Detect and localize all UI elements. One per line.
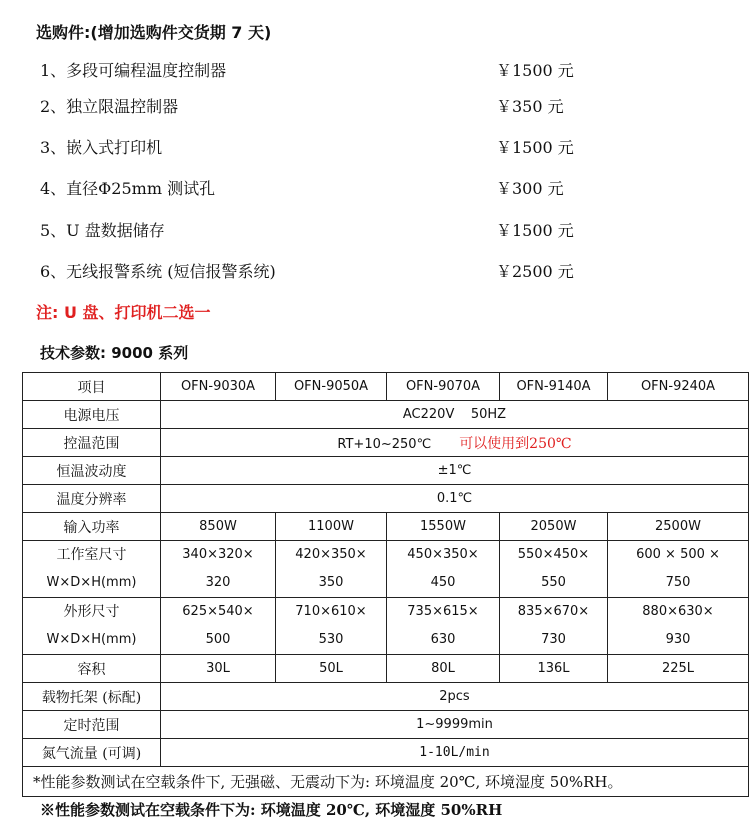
option-item [36, 218, 596, 244]
table-row [23, 485, 749, 513]
row-label-line: 外形尺寸 [63, 604, 120, 620]
table-row [23, 401, 749, 429]
option-price: ￥1500 元 [496, 138, 574, 157]
cell-value: 136L [500, 655, 608, 683]
row-label [23, 598, 161, 655]
row-value: 1-10L/min [161, 739, 749, 767]
cell-value: 2050W [500, 513, 608, 541]
model-header: OFN-9140A [500, 373, 608, 401]
row-value [161, 429, 749, 457]
row-label: 恒温波动度 [23, 457, 161, 485]
options-note: 注: U 盘、打印机二选一 [36, 303, 211, 322]
cell-value: 710×610× 530 [276, 598, 387, 655]
option-item [36, 259, 596, 285]
model-header: OFN-9240A [608, 373, 749, 401]
cell-value: 80L [387, 655, 500, 683]
table-row [23, 711, 749, 739]
cell-value: 30L [161, 655, 276, 683]
temp-range-note: 可以使用到250℃ [459, 435, 572, 452]
options-heading: 选购件:(增加选购件交货期 7 天) [36, 23, 272, 42]
cell-value: 50L [276, 655, 387, 683]
model-header: OFN-9030A [161, 373, 276, 401]
row-label: 定时范围 [23, 711, 161, 739]
row-label: 输入功率 [23, 513, 161, 541]
table-header-row [23, 373, 749, 401]
cell-value: 225L [608, 655, 749, 683]
option-price: ￥2500 元 [496, 262, 574, 281]
row-label: 电源电压 [23, 401, 161, 429]
row-value: 1~9999min [161, 711, 749, 739]
cell-value: 625×540× 500 [161, 598, 276, 655]
row-label-line: W×D×H(mm) [46, 632, 137, 647]
option-item [36, 94, 596, 120]
table-row [23, 429, 749, 457]
cell-value: 450×350× 450 [387, 541, 500, 598]
row-label-line: 工作室尺寸 [56, 547, 127, 563]
cell-value: 600 × 500 × 750 [608, 541, 749, 598]
spec-title: 技术参数: 9000 系列 [40, 344, 189, 362]
cell-value: 1100W [276, 513, 387, 541]
cell-value: 880×630× 930 [608, 598, 749, 655]
option-price: ￥1500 元 [496, 221, 574, 240]
table-row [23, 457, 749, 485]
temp-range-value: RT+10~250℃ [337, 436, 432, 452]
row-label: 温度分辨率 [23, 485, 161, 513]
option-item [36, 58, 596, 84]
table-row [23, 513, 749, 541]
option-name: 2、独立限温控制器 [40, 97, 179, 116]
option-name: 4、直径Φ25mm 测试孔 [40, 179, 216, 198]
cell-value: 835×670× 730 [500, 598, 608, 655]
row-label [23, 541, 161, 598]
cell-value: 420×350× 350 [276, 541, 387, 598]
row-value: AC220V 50HZ [161, 401, 749, 429]
row-label: 容积 [23, 655, 161, 683]
table-row [23, 739, 749, 767]
option-name: 1、多段可编程温度控制器 [40, 61, 227, 80]
row-label: 控温范围 [23, 429, 161, 457]
model-header: OFN-9050A [276, 373, 387, 401]
bottom-note: ※性能参数测试在空载条件下为: 环境温度 20℃, 环境湿度 50%RH [40, 801, 503, 819]
spec-table [22, 372, 749, 797]
table-row [23, 655, 749, 683]
cell-value: 550×450× 550 [500, 541, 608, 598]
cell-value: 340×320× 320 [161, 541, 276, 598]
cell-value: 735×615× 630 [387, 598, 500, 655]
row-label: 载物托架 (标配) [23, 683, 161, 711]
option-price: ￥350 元 [496, 97, 564, 116]
table-footnote-row [23, 767, 749, 797]
option-price: ￥300 元 [496, 179, 564, 198]
header-cell: 项目 [23, 373, 161, 401]
table-row [23, 541, 749, 598]
option-name: 6、无线报警系统 (短信报警系统) [40, 262, 276, 281]
table-row [23, 683, 749, 711]
cell-value: 1550W [387, 513, 500, 541]
option-item [36, 176, 596, 202]
row-label-line: W×D×H(mm) [46, 575, 137, 590]
cell-value: 2500W [608, 513, 749, 541]
table-footnote: *性能参数测试在空载条件下, 无强磁、无震动下为: 环境温度 20℃, 环境湿度 50%RH。 [23, 767, 749, 797]
row-value: 2pcs [161, 683, 749, 711]
row-label: 氮气流量 (可调) [23, 739, 161, 767]
option-item [36, 135, 596, 161]
row-value: ±1℃ [161, 457, 749, 485]
row-value: 0.1℃ [161, 485, 749, 513]
option-price: ￥1500 元 [496, 61, 574, 80]
table-row [23, 598, 749, 655]
option-name: 5、U 盘数据储存 [40, 221, 165, 240]
cell-value: 850W [161, 513, 276, 541]
model-header: OFN-9070A [387, 373, 500, 401]
option-name: 3、嵌入式打印机 [40, 138, 163, 157]
